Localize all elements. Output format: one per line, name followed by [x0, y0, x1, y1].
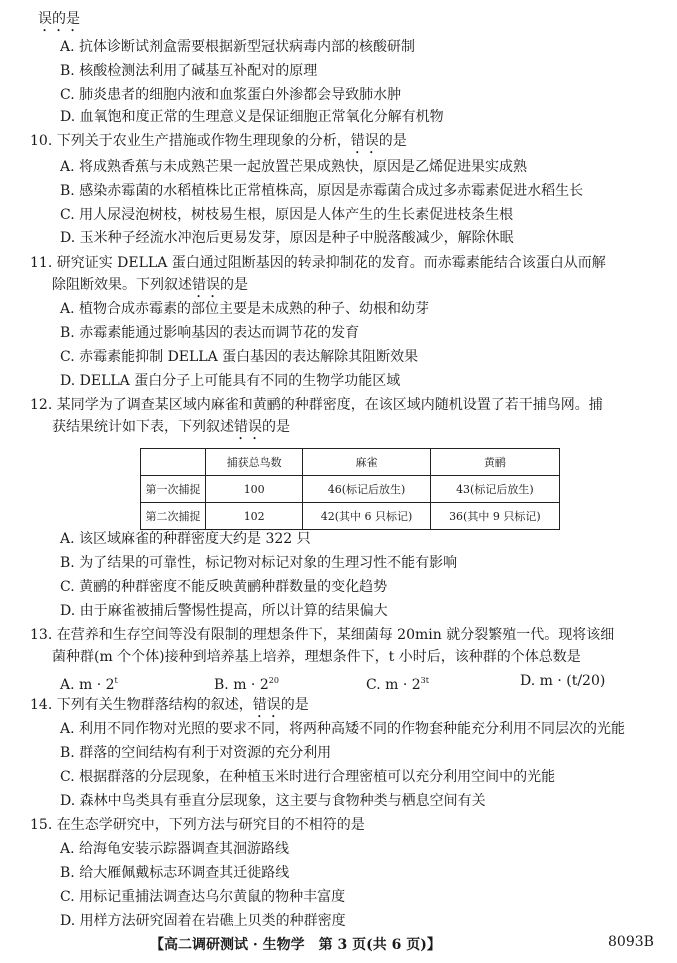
q11-option-d: D. DELLA 蛋白分子上可能具有不同的生物学功能区域: [60, 373, 401, 389]
q11-option-a: A. 植物合成赤霉素的部位主要是未成熟的种子、幼根和幼芽: [60, 301, 430, 317]
table-cell: 102: [206, 503, 303, 530]
q10-option-a: A. 将成熟香蕉与未成熟芒果一起放置芒果成熟快，原因是乙烯促进果实成熟: [60, 159, 528, 175]
q10-option-c: C. 用人尿浸泡树枝，树枝易生根，原因是人体产生的生长素促进枝条生根: [60, 207, 514, 223]
q13-answer-d: D. m · (t/20): [520, 673, 606, 689]
table-header-cell: 麻雀: [303, 449, 430, 476]
capture-table: [140, 448, 560, 530]
q10-option-b: B. 感染赤霉菌的水稻植株比正常植株高，原因是赤霉菌合成过多赤霉素促进水稻生长: [60, 183, 584, 199]
q14-option-c: C. 根据群落的分层现象，在种植玉米时进行合理密植可以充分利用空间中的光能: [60, 769, 556, 785]
table-cell: 42(其中 6 只标记): [303, 503, 430, 530]
q14-option-d: D. 森林中鸟类具有垂直分层现象，这主要与食物种类与栖息空间有关: [60, 793, 486, 809]
table-cell: 46(标记后放生): [303, 476, 430, 503]
table-cell: 100: [206, 476, 303, 503]
q11-stem-line2: 除阻断效果。下列叙述错误的是: [52, 277, 248, 293]
q11-option-b: B. 赤霉素能通过影响基因的表达而调节花的发育: [60, 325, 360, 341]
q9-option-b: B. 核酸检测法利用了碱基互补配对的原理: [60, 63, 318, 79]
q10-option-d: D. 玉米种子经流水冲泡后更易发芽，原因是种子中脱落酸减少，解除休眠: [60, 230, 514, 246]
q12-stem-line1: 12. 某同学为了调查某区域内麻雀和黄鹂的种群密度，在该区域内随机设置了若干捕鸟网。捕: [30, 397, 603, 413]
table-cell: 36(其中 9 只标记): [430, 503, 559, 530]
q9-option-a: A. 抗体诊断试剂盒需要根据新型冠状病毒内部的核酸研制: [60, 39, 416, 55]
table-cell: 43(标记后放生): [430, 476, 559, 503]
table-header-cell: 捕获总鸟数: [206, 449, 303, 476]
q14-stem: 14. 下列有关生物群落结构的叙述，错误的是: [30, 697, 309, 713]
q13-answer-b: B. $m \cdot 2^{20}$: [214, 676, 279, 693]
q12-option-c: C. 黄鹂的种群密度不能反映黄鹂种群数量的变化趋势: [60, 579, 388, 595]
q15-option-b: B. 给大雁佩戴标志环调查其迁徙路线: [60, 865, 290, 881]
q13-answer-a: A. $m \cdot 2^t$: [60, 676, 118, 693]
q15-stem: 15. 在生态学研究中，下列方法与研究目的不相符的是: [30, 817, 365, 833]
q13-stem-line2: 菌种群(m 个个体)接种到培养基上培养，理想条件下，t 小时后，该种群的个体总数是: [52, 649, 581, 665]
table-header-cell: [141, 449, 206, 476]
table-header-cell: 黄鹂: [430, 449, 559, 476]
q15-option-d: D. 用样方法研究固着在岩礁上贝类的种群密度: [60, 913, 346, 929]
q12-option-b: B. 为了结果的可靠性，标记物对标记对象的生理习性不能有影响: [60, 555, 458, 571]
table-cell: 第一次捕捉: [141, 476, 206, 503]
q11-option-c: C. 赤霉素能抑制 DELLA 蛋白基因的表达解除其阻断效果: [60, 349, 419, 365]
q9-stem-tail: 误的是: [38, 11, 80, 27]
q11-stem-line1: 11. 研究证实 DELLA 蛋白通过阻断基因的转录抑制花的发育。而赤霉素能结合该蛋白从而解: [30, 255, 606, 271]
table-cell: 第二次捕捉: [141, 503, 206, 530]
q14-option-b: B. 群落的空间结构有利于对资源的充分利用: [60, 745, 332, 761]
table-row: [141, 503, 560, 530]
q15-option-c: C. 用标记重捕法调查达乌尔黄鼠的物种丰富度: [60, 889, 346, 905]
table-header-row: [141, 449, 560, 476]
q12-option-d: D. 由于麻雀被捕后警惕性提高，所以计算的结果偏大: [60, 603, 388, 619]
q12-stem-line2: 获结果统计如下表，下列叙述错误的是: [52, 419, 290, 435]
exam-code: 8093B: [608, 934, 654, 950]
q14-option-a: A. 利用不同作物对光照的要求不同，将两种高矮不同的作物套种能充分利用不同层次的光能: [60, 721, 626, 737]
q13-stem-line1: 13. 在营养和生存空间等没有限制的理想条件下，某细菌每 20min 就分裂繁殖一代。现将该细: [30, 627, 615, 643]
q9-option-d: D. 血氧饱和度正常的生理意义是保证细胞正常氧化分解有机物: [60, 109, 444, 125]
q10-stem: 10. 下列关于农业生产措施或作物生理现象的分析，错误的是: [30, 133, 407, 149]
q12-option-a: A. 该区域麻雀的种群密度大约是 322 只: [60, 531, 311, 547]
q13-answer-c: C. $m \cdot 2^{3t}$: [366, 676, 429, 693]
q9-option-c: C. 肺炎患者的细胞内液和血浆蛋白外渗都会导致肺水肿: [60, 87, 402, 103]
q15-option-a: A. 给海龟安装示踪器调查其洄游路线: [60, 841, 290, 857]
table-row: [141, 476, 560, 503]
page-footer: 【高二调研测试 · 生物学 第 3 页(共 6 页)】: [150, 937, 441, 953]
